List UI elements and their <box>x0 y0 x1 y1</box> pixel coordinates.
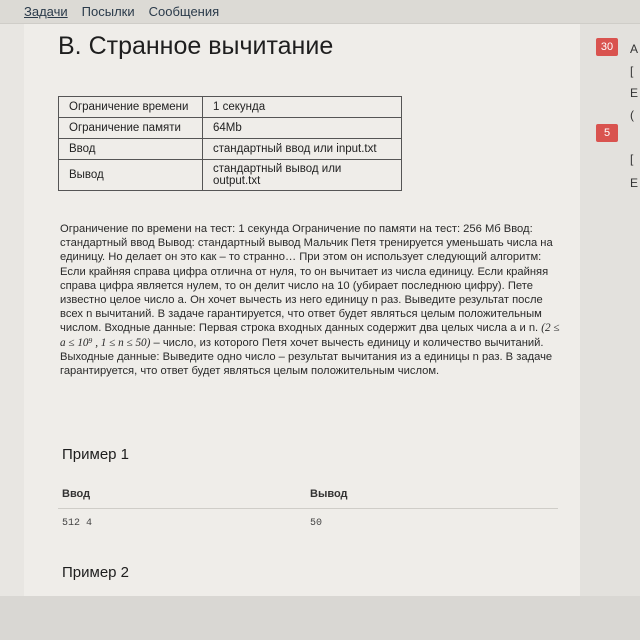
problem-statement <box>60 222 560 378</box>
example-title: Пример 2 <box>62 564 130 581</box>
statement-math: (2 ≤ a ≤ 10⁹ , 1 ≤ n ≤ 50) <box>60 322 560 349</box>
top-navigation <box>0 0 640 24</box>
statement-text: – число, из которого Петя хочет вычесть единицу и количество вычитаний. Выходные данные: Выведите одно число – результат вычитания из a единицы n раз. В задаче гарантируется, что ответ будет являться целым положительным числом. <box>60 336 553 378</box>
count-badge[interactable]: 5 <box>596 124 618 142</box>
sidebar-edge-text: A <box>630 42 639 56</box>
limit-label: Ограничение памяти <box>59 118 203 139</box>
page-title: B. Странное вычитание <box>58 32 334 60</box>
example-input-value: 512 4 <box>62 518 93 529</box>
divider <box>58 508 558 509</box>
example-title: Пример 1 <box>62 446 130 463</box>
example-output-header: Вывод <box>310 488 348 500</box>
table-row <box>59 160 402 191</box>
limit-value: стандартный вывод или output.txt <box>203 160 402 191</box>
nav-tasks[interactable]: Задачи <box>24 4 68 19</box>
nav-messages[interactable]: Сообщения <box>148 4 220 19</box>
limit-value: 64Mb <box>203 118 402 139</box>
limit-label: Ввод <box>59 139 203 160</box>
count-badge[interactable]: 30 <box>596 38 618 56</box>
sidebar-edge-text: ( <box>630 108 634 122</box>
table-row <box>59 97 402 118</box>
sidebar-edge-text: E <box>630 86 639 100</box>
limit-label: Вывод <box>59 160 203 191</box>
statement-text: Ограничение по времени на тест: 1 секунда Ограничение по памяти на тест: 256 Мб Ввод: стандартный ввод Вывод: стандартный вывод Мальчик Петя тренируется уменьшать числа на единицу. Но делает он это как – то странно… При этом он использует следующий алгоритм: Если крайняя справа цифра отлична от нуля, то он вычитает из числа единицу. Если крайняя справа цифра является нулем, то он делит число на 10 (убирает последнюю цифру). Пете известно целое число a. Он хочет вычесть из него единицу n раз. Выведите результат после всех n вычитаний. В задаче гарантируется, что ответ будет являться целым положительным числом. Входные данные: Первая строка входных данных содержит два целых числа a и n. <box>60 223 553 335</box>
sidebar-edge-text: E <box>630 176 639 190</box>
example-output-value: 50 <box>310 518 323 529</box>
sidebar-edge-text: [ <box>630 152 634 166</box>
limit-value: стандартный ввод или input.txt <box>203 139 402 160</box>
table-row <box>59 118 402 139</box>
limit-value: 1 секунда <box>203 97 402 118</box>
nav-submissions[interactable]: Посылки <box>81 4 135 19</box>
table-row <box>59 139 402 160</box>
limits-table <box>58 96 402 191</box>
limit-label: Ограничение времени <box>59 97 203 118</box>
bottom-area <box>0 596 640 640</box>
sidebar-edge-text: [ <box>630 64 634 78</box>
example-input-header: Ввод <box>62 488 91 500</box>
